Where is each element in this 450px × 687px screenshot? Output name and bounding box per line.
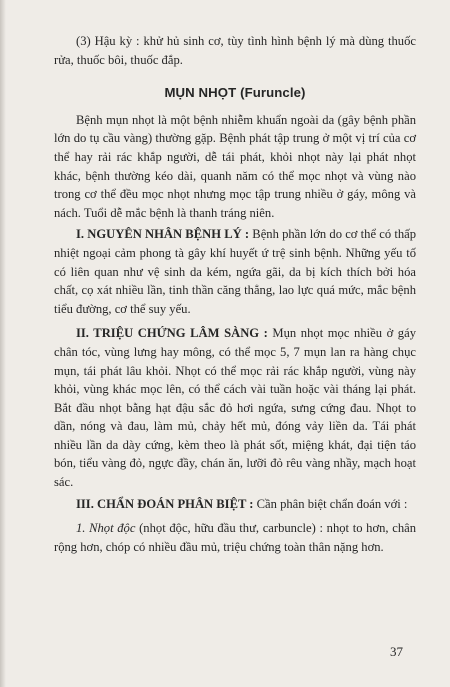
paragraph-diagnosis — [54, 495, 416, 514]
page-number: 37 — [390, 644, 403, 659]
paragraph-differential-item — [54, 519, 416, 556]
heading-symptoms: II. TRIỆU CHỨNG LÂM SÀNG : — [76, 326, 268, 341]
heading-diagnosis: III. CHẨN ĐOÁN PHÂN BIỆT : — [76, 496, 254, 511]
page-fold-shadow — [0, 0, 6, 687]
page-content — [54, 32, 416, 556]
paragraph-symptoms — [54, 324, 416, 491]
text-diagnosis: Cần phân biệt chẩn đoán với : — [253, 496, 408, 511]
paragraph-postoperative: (3) Hậu kỳ : khử hủ sinh cơ, tùy tình hình bệnh lý mà dùng thuốc rửa, thuốc bôi, thuốc đắp. — [54, 34, 416, 67]
heading-causes: I. NGUYÊN NHÂN BỆNH LÝ : — [76, 227, 250, 242]
text-causes: Bệnh phần lớn do cơ thể có thấp nhiệt ngoại cảm phong tà gây khí huyết ứ trệ sinh bệnh. Những yếu tố có liên quan như vệ sinh da kém, ngứa gãi, da bị kích thích bởi hóa chất, cọ xát nhiều lần, tinh thần căng thẳng, lao lực quá mức, mắc bệnh tiểu đường, cơ thể suy yếu. — [54, 227, 417, 316]
item-label: 1. Nhọt độc — [76, 521, 136, 536]
item-text: (nhọt độc, hữu đầu thư, carbuncle) : nhọt to hơn, chân rộng hơn, chóp có nhiều đầu mủ, triệu chứng toàn thân nặng hơn. — [54, 521, 417, 554]
paragraph-causes — [54, 225, 416, 318]
paragraph-intro: Bệnh mụn nhọt là một bệnh nhiễm khuẩn ngoài da (gây bệnh phần lớn do tụ cầu vàng) thường gặp. Bệnh phát tập trung ở một vị trí của cơ thể hay rải rác khắp người, dễ tái phát, khỏi nhọt này lại phát nhọt khác, bệnh thường kéo dài, quanh năm có thể mọc nhọt và vùng nào trong cơ thể đều mọc nhọt nhưng mọc tập trung nhiều ở gáy, mông và nách. Tuổi dễ mắc bệnh là thanh tráng niên. — [54, 112, 416, 220]
section-title: MỤN NHỌT (Furuncle) — [164, 85, 306, 101]
text-symptoms: Mụn nhọt mọc nhiều ở gáy chân tóc, vùng lưng hay mông, có thể mọc 5, 7 mụn lan ra hàng chục mụn, tái phát lâu khỏi. Nhọt có thể mọc rải rác khắp người, vùng này khỏi, vùng khác mọc lên, có thể cách vài tuần hoặc vài tháng lại phát. Bắt đầu nhọt bằng hạt đậu sắc đỏ hơi ngứa, sưng cứng đau. Nhọt to dần, nóng và đau, làm mủ, chảy hết mủ, đóng vảy liền da. Tái phát nhiều lần da dày cứng, kèm theo là phát sốt, miệng khát, đại tiện táo bón, tiểu vàng đỏ, ngực đầy, chán ăn, lưỡi đỏ rêu vàng nhầy, mạch hoạt sác. — [54, 326, 416, 490]
